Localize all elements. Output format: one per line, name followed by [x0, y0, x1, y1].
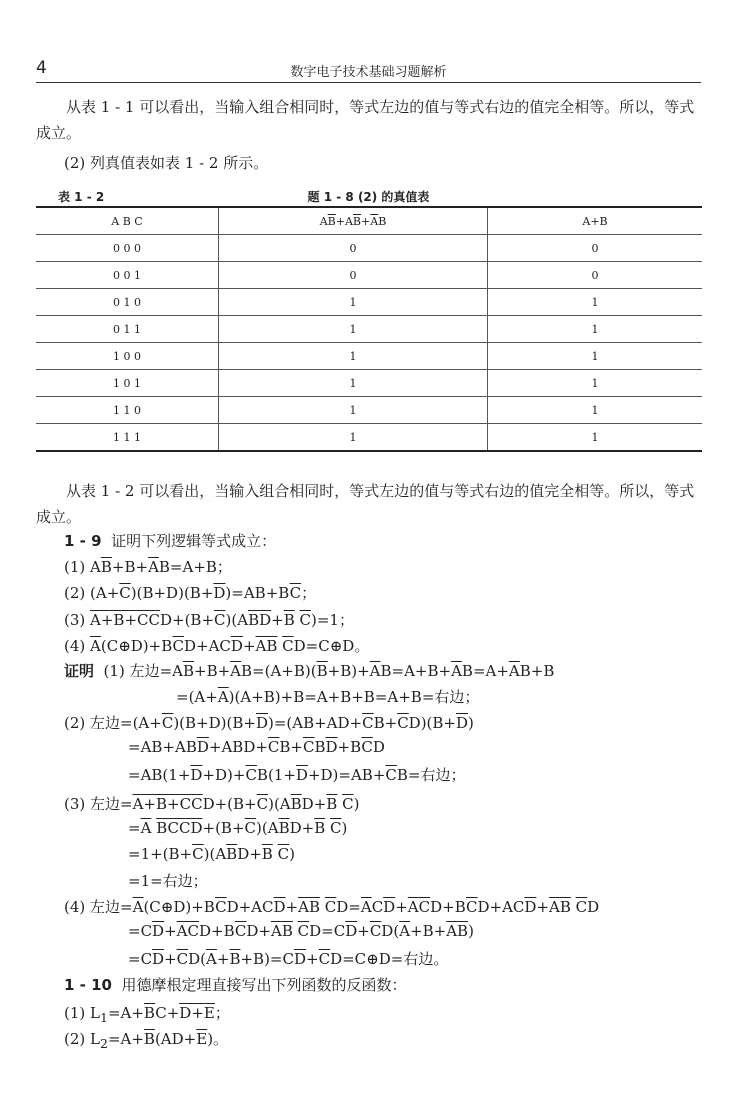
table-cell: 1: [488, 343, 703, 370]
table-cell: 0: [488, 235, 703, 262]
book-title: 数字电子技术基础习题解析: [290, 65, 447, 80]
truth-table: [36, 206, 702, 452]
proof-3-line-2: $=\overline{A}$ $\overline{B}\overline{C}\overline{C}\overline{D}+(B+\overline{C})(A\overline{B}D+\overline{B}$ $\overline{C}$): [128, 819, 348, 837]
table-cell: 1 1 0: [36, 397, 219, 424]
table-cell: 0: [219, 262, 488, 289]
q10-heading: [64, 974, 407, 995]
table-row: [36, 262, 702, 289]
table-row: [36, 343, 702, 370]
table-cell: 1: [219, 343, 488, 370]
q9-item-4: (4) $\overline{A}(C\oplus D)+B\overline{C}D+AC\overline{D}+\overline{A}\overline{B}$ $\overline{C}D=C\oplus D$。: [64, 637, 370, 655]
table-row: [36, 316, 702, 343]
header-expression: $A\overline{B}+A\overline{B}+\overline{A}B$: [219, 207, 488, 235]
proof-2-line-1: (2) 左边$=(A+\overline{C})(B+D)(B+\overline{D})=(AB+AD+\overline{C}B+\overline{C}D)(B+\overline{D})$: [64, 714, 474, 732]
intro-paragraph: 从表 1 - 1 可以看出，当输入组合相同时，等式左边的值与等式右边的值完全相等。所以，等式成立。: [36, 98, 695, 142]
table-cell: 1: [488, 397, 703, 424]
page-number: 4: [36, 58, 47, 78]
proof-1-line-2: $=(A+\overline{A})(A+B)+B=A+B+B=A+B=$右边；: [176, 688, 480, 706]
table-cell: 1 1 1: [36, 424, 219, 452]
proof-label: 证明: [64, 662, 95, 680]
table-row: [36, 397, 702, 424]
table-cell: 0 1 0: [36, 289, 219, 316]
table-cell: 1 0 1: [36, 370, 219, 397]
table-cell: 0: [488, 262, 703, 289]
proof-2-line-3: $=AB(1+\overline{D}+D)+\overline{C}B(1+\overline{D}+D)=AB+\overline{C}B=$右边；: [128, 766, 466, 784]
table-cell: 1: [219, 397, 488, 424]
table-cell: 1: [488, 370, 703, 397]
table-cell: 1: [219, 370, 488, 397]
table-header-row: [36, 207, 702, 235]
after-table-paragraph: 从表 1 - 2 可以看出，当输入组合相同时，等式左边的值与等式右边的值完全相等。所以，等式成立。: [36, 482, 695, 526]
table-cell: 1: [488, 289, 703, 316]
table-cell: 1: [488, 316, 703, 343]
q10-number: 1 - 10: [64, 976, 112, 994]
table-cell: 0: [219, 235, 488, 262]
proof-3-line-1: (3) 左边$=A+B+C\overline{C}D+(B+\overline{C})(A\overline{B}D+\overline{B}$ $\overline{C}$): [64, 795, 360, 813]
proof-3-line-4: =1=右边；: [128, 872, 208, 890]
q9-text: 证明下列逻辑等式成立：: [111, 532, 277, 550]
table-row: [36, 424, 702, 452]
table-cell: 1: [219, 424, 488, 452]
proof-1-line-1: 证明 (1) 左边$=A\overline{B}+B+\overline{A}B=(A+B)(\overline{B}+B)+\overline{A}B=A+B+\overline{A}B=A+\overline{A}B+B$: [64, 662, 555, 680]
table-cell: 0 1 1: [36, 316, 219, 343]
table-row: [36, 235, 702, 262]
proof-4-line-3: $=C\overline{D}+\overline{C}D(\overline{A}+\overline{B}+B)=C\overline{D}+\overline{C}D=C\oplus D=$右边。: [128, 950, 449, 968]
table-row: [36, 370, 702, 397]
table-cell: 1: [219, 316, 488, 343]
q9-number: 1 - 9: [64, 532, 102, 550]
q9-item-3: (3) $A+B+C\overline{C}D+(B+\overline{C})(A\overline{B}\overline{D}+\overline{B}$ $\overline{C})=1$；: [64, 611, 354, 629]
q9-heading: [64, 530, 276, 551]
header-abc: A B C: [36, 207, 219, 235]
table-cell: 0 0 1: [36, 262, 219, 289]
table-cell: 1: [488, 424, 703, 452]
q10-item-2: (2) $L_2=A+\overline{B}(AD+\overline{E})$。: [64, 1030, 229, 1051]
header-a-plus-b: A+B: [488, 207, 703, 235]
table-cell: 0 0 0: [36, 235, 219, 262]
running-header: [36, 56, 701, 83]
q10-item-1: (1) $L_1=A+\overline{B}C+D+E$；: [64, 1004, 230, 1025]
proof-4-line-1: (4) 左边$=\overline{A}(C\oplus D)+B\overline{C}D+AC\overline{D}+\overline{A}\overline{B}$ $\overline{C}D=\overline{A}C\overline{D}+\overline{A}\overline{C}D+B\overline{C}D+AC\overline{D}+\overline{A}\overline{B}$ $\overline{C}D$: [64, 898, 600, 916]
q10-text: 用德摩根定理直接写出下列函数的反函数：: [121, 976, 407, 994]
proof-2-line-2: $=AB+AB\overline{D}+ABD+\overline{C}B+\overline{C}B\overline{D}+B\overline{C}D$: [128, 738, 385, 756]
q9-item-2: (2) $(A+\overline{C})(B+D)(B+\overline{D})=AB+B\overline{C}$；: [64, 584, 317, 602]
intro-truth-table-note: (2) 列真值表如表 1 - 2 所示。: [64, 154, 269, 172]
table-cell: 1 0 0: [36, 343, 219, 370]
table-row: [36, 289, 702, 316]
proof-3-line-3: $=1+(B+\overline{C})(A\overline{B}D+\overline{B}$ $\overline{C}$): [128, 845, 295, 863]
table-label: 表 1 - 2: [58, 190, 105, 204]
proof-4-line-2: $=C\overline{D}+\overline{A}\overline{C}D+B\overline{C}D+\overline{A}\overline{B}$ $\overline{C}D=C\overline{D}+\overline{C}D(\overline{A}+B+\overline{A}\overline{B})$: [128, 922, 474, 940]
table-caption: 题 1 - 8 (2) 的真值表: [307, 190, 430, 204]
q9-item-1: (1) $A\overline{B}+B+\overline{A}B=A+B$；: [64, 558, 232, 576]
table-cell: 1: [219, 289, 488, 316]
